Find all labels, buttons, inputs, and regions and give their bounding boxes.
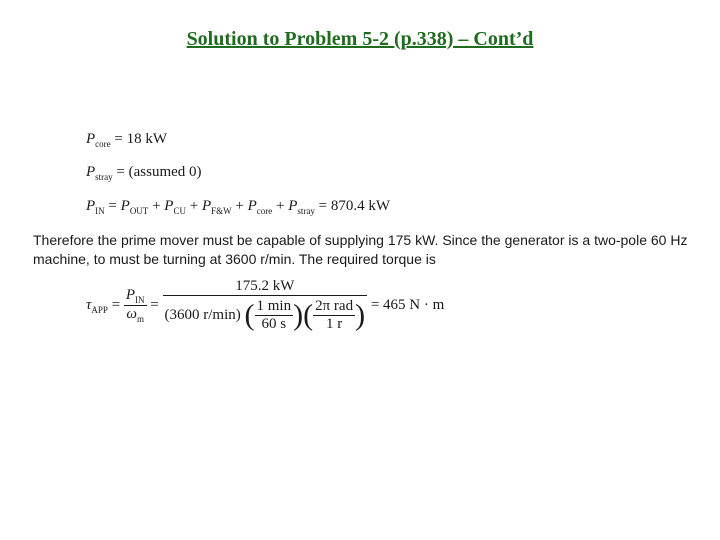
equation-input-power	[86, 198, 390, 216]
speed-value: (3600 r/min)	[164, 306, 241, 323]
fraction-denominator-symbol: ω	[126, 306, 137, 322]
input-power-value: = 870.4 kW	[314, 198, 391, 214]
plus-sign: +	[148, 198, 165, 214]
numerator-power: 175.2 kW	[235, 278, 295, 294]
plus-sign: +	[272, 198, 289, 214]
power-over-speed-fraction	[124, 287, 147, 324]
term-core-subscript: core	[256, 206, 273, 216]
term-out-subscript: OUT	[129, 206, 149, 216]
term-fw-subscript: F&W	[211, 206, 232, 216]
fraction-numerator-symbol: P	[125, 287, 136, 303]
term-cu-subscript: CU	[173, 206, 186, 216]
equation-torque	[86, 278, 444, 333]
term-stray-symbol: P	[288, 198, 298, 214]
equation-stray-loss	[86, 164, 202, 182]
fraction-denominator-subscript: m	[136, 314, 144, 324]
plus-sign: +	[231, 198, 248, 214]
page-title: Solution to Problem 5-2 (p.338) – Cont’d	[186, 28, 534, 50]
torque-subscript: APP	[91, 304, 108, 315]
core-loss-subscript: core	[95, 139, 111, 149]
input-power-symbol: P	[86, 198, 96, 214]
right-paren: )	[355, 298, 366, 332]
equals-sign: =	[104, 198, 121, 214]
equals-sign: =	[150, 296, 159, 313]
term-cu-symbol: P	[164, 198, 174, 214]
term-out-symbol: P	[120, 198, 130, 214]
plus-sign: +	[185, 198, 202, 214]
radian-conversion-fraction	[313, 298, 355, 333]
input-power-subscript: IN	[95, 206, 105, 216]
term-fw-symbol: P	[201, 198, 212, 214]
stray-loss-value: = (assumed 0)	[116, 164, 202, 180]
stray-loss-symbol: P	[86, 164, 96, 180]
core-loss-value: = 18 kW	[114, 131, 168, 147]
equals-sign: =	[111, 296, 121, 313]
equation-core-loss	[86, 131, 167, 149]
numeric-fraction	[163, 278, 368, 333]
radian-conversion-denominator: 1 r	[313, 315, 355, 333]
left-paren: (	[303, 298, 314, 332]
torque-symbol: τ	[86, 296, 92, 313]
radian-conversion-numerator: 2π rad	[315, 298, 354, 314]
explanation-paragraph: Therefore the prime mover must be capable of supplying 175 kW. Since the generator is a two-pole 60 Hz machine, to must be turning at 3600 r/min. The required torque is	[33, 232, 688, 267]
minute-conversion-numerator: 1 min	[256, 298, 292, 314]
term-core-symbol: P	[247, 198, 257, 214]
denominator-speed-conversion	[163, 295, 368, 333]
left-paren: (	[244, 298, 255, 332]
term-stray-subscript: stray	[297, 206, 315, 216]
fraction-numerator-subscript: IN	[135, 295, 145, 305]
right-paren: )	[293, 298, 304, 332]
minute-conversion-fraction	[255, 298, 294, 333]
torque-result: = 465 N · m	[370, 296, 445, 313]
minute-conversion-denominator: 60 s	[255, 315, 294, 333]
stray-loss-subscript: stray	[95, 172, 113, 182]
core-loss-symbol: P	[86, 131, 96, 147]
